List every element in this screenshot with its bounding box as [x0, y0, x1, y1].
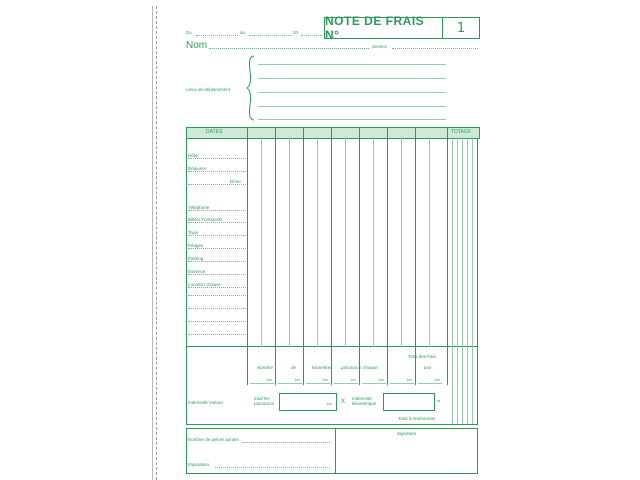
pieces-field[interactable]: [242, 442, 330, 443]
km-unit: km: [323, 378, 328, 382]
row-label: Dîner: [230, 179, 242, 184]
row-line[interactable]: [188, 158, 246, 159]
year-label: 20: [293, 30, 299, 35]
day-subcolumn: [345, 137, 346, 347]
dates-label: DATES: [206, 129, 223, 135]
row-label: Location Voiture: [188, 282, 221, 287]
km-entry[interactable]: [362, 383, 386, 384]
km-word: kilomètres: [312, 365, 333, 370]
expense-table: [186, 127, 478, 347]
km-entry[interactable]: [278, 383, 302, 384]
day-subcolumn: [401, 137, 402, 347]
km-unit: km: [295, 378, 300, 382]
km-unit: km: [379, 378, 384, 382]
blank-row-line[interactable]: [188, 321, 246, 322]
indemnite-km-box[interactable]: [383, 393, 435, 411]
km-entry[interactable]: [418, 383, 442, 384]
row-line[interactable]: [188, 261, 246, 262]
lieux-line-2[interactable]: [258, 78, 446, 79]
day-subcolumn: [429, 137, 430, 347]
service-label: Service: [372, 44, 388, 49]
row-label: Taxis: [188, 230, 199, 235]
day-subcolumn: [373, 137, 374, 347]
row-line[interactable]: [188, 235, 246, 236]
total-frais-label: Total des frais: [408, 354, 436, 359]
du-label: Du: [186, 30, 192, 35]
year-field[interactable]: [301, 35, 321, 36]
au-label: au: [240, 30, 246, 35]
brace-icon: [246, 55, 256, 121]
blank-row-line[interactable]: [188, 334, 246, 335]
imputation-field[interactable]: [215, 467, 330, 468]
row-label: Péages: [188, 243, 204, 248]
km-unit: km: [267, 378, 272, 382]
signature-label: Signature: [397, 431, 417, 436]
total-rembourser-label: Total à rembourser: [398, 416, 436, 421]
km-word: de: [291, 365, 297, 370]
km-entry[interactable]: [250, 383, 274, 384]
day-subcolumn: [317, 137, 318, 347]
lieux-line-4[interactable]: [258, 106, 446, 107]
nom-label: Nom: [186, 40, 208, 51]
lieux-line-5[interactable]: [258, 119, 446, 120]
au-field[interactable]: [249, 35, 291, 36]
indemnite-km-label: Indemnité kilométrique: [352, 396, 377, 406]
lieux-line-3[interactable]: [258, 92, 446, 93]
blank-row-line[interactable]: [188, 308, 246, 309]
row-label: Téléphone: [188, 205, 210, 210]
pieces-label: Nombre de pièces jointes: [188, 437, 239, 442]
times-sign: X: [341, 399, 346, 405]
km-entry[interactable]: [390, 383, 414, 384]
km-unit: km: [435, 378, 440, 382]
imputation-label: Imputation: [188, 462, 210, 467]
km-unit: km: [407, 378, 412, 382]
row-line[interactable]: [188, 210, 246, 211]
du-field[interactable]: [196, 35, 238, 36]
km-word: jour: [424, 365, 432, 370]
day-subcolumn: [261, 137, 262, 347]
row-line[interactable]: [188, 274, 246, 275]
row-line[interactable]: [188, 171, 246, 172]
footer-divider: [335, 428, 336, 474]
total-km-label: total km parcourus: [254, 396, 275, 406]
nom-field[interactable]: [209, 48, 369, 49]
row-line[interactable]: [188, 287, 246, 288]
equals-sign: =: [437, 399, 441, 405]
row-label: Déjeuner: [188, 166, 207, 171]
lieux-label: Lieux de déplacement: [186, 87, 231, 92]
service-field[interactable]: [392, 48, 478, 49]
km-word: Nombre: [257, 365, 274, 370]
title-box: [324, 14, 480, 42]
row-label: Essence: [188, 269, 206, 274]
totaux-label: TOTAUX: [451, 129, 471, 135]
table-header: [186, 127, 480, 139]
blank-row-line[interactable]: [188, 295, 246, 296]
row-line[interactable]: [188, 222, 246, 223]
form-number: 1: [442, 18, 479, 38]
row-label: Hôtel: [188, 153, 199, 158]
indemnite-label: Indemnité Voiture: [188, 400, 224, 405]
row-line[interactable]: [188, 184, 246, 185]
km-entry[interactable]: [306, 383, 330, 384]
row-line[interactable]: [188, 248, 246, 249]
km-word: chaque: [363, 365, 378, 370]
km-entry[interactable]: [334, 383, 358, 384]
row-label: Parking: [188, 256, 204, 261]
row-label: Billets Transports: [188, 217, 223, 222]
form-title: NOTE DE FRAIS N°: [325, 14, 425, 42]
lieux-line-1[interactable]: [258, 64, 446, 65]
day-subcolumn: [289, 137, 290, 347]
total-km-unit: km: [327, 402, 332, 406]
km-unit: km: [351, 378, 356, 382]
km-word: parcourus: [341, 365, 362, 370]
perforation-line: [156, 6, 158, 480]
